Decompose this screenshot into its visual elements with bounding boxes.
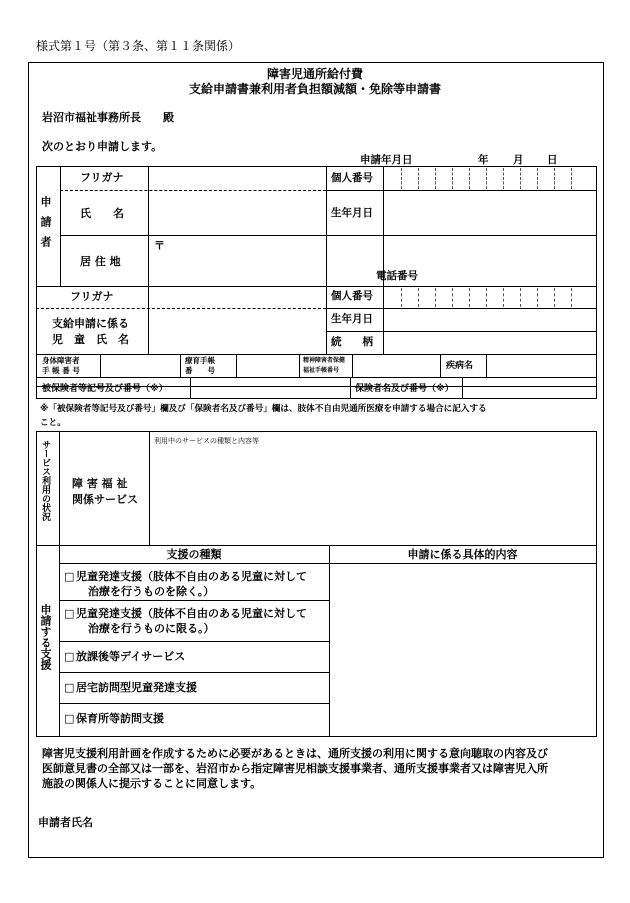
signature-label: 申請者氏名 — [38, 816, 93, 829]
applicant-address-label: 居 住 地 — [80, 255, 121, 268]
consent-text-line3: 施設の関係人に提示することに同意します。 — [42, 777, 262, 790]
support-item-checkbox[interactable]: □ — [64, 607, 75, 620]
application-date-day[interactable]: 日 — [547, 154, 558, 166]
insurance-note-line2: こと。 — [40, 418, 66, 428]
form-title-line1: 障害児通所給付費 — [266, 67, 363, 81]
support-item-checkbox[interactable]: □ — [64, 650, 75, 663]
postal-mark: 〒 — [154, 239, 165, 252]
rehab-cert-label-line2: 番 号 — [185, 366, 215, 375]
support-item-label: 居宅訪問型児童発達支援 — [76, 681, 197, 694]
support-item-label-line1: 児童発達支援（肢体不自由のある児童に対して — [76, 570, 307, 583]
child-birthdate-label: 生年月日 — [331, 313, 373, 325]
applicant-section-label: 申請者 — [39, 196, 52, 256]
service-usage-section-label: サービス利用の状況 — [40, 440, 50, 521]
support-item-checkbox[interactable]: □ — [64, 570, 75, 583]
application-date-year: 年 — [478, 154, 489, 166]
rehab-cert-label-line1: 療育手帳 — [185, 356, 215, 365]
consent-text-line2: 医師意見書の全部又は一部を、岩沼市から指定障害児相談支援事業者、通所支援事業者又は障害児入所 — [42, 762, 548, 775]
child-furigana-label: フリガナ — [70, 290, 114, 303]
addressee: 岩沼市福祉事務所長 殿 — [42, 111, 174, 124]
applicant-personal-number-label: 個人番号 — [331, 172, 373, 184]
physical-cert-label-line2: 手 帳 番 号 — [42, 366, 80, 375]
child-name-label-line2: 児 童 氏 名 — [52, 333, 129, 346]
support-item-label-line1: 児童発達支援（肢体不自由のある児童に対して — [76, 607, 307, 620]
child-personal-number-label: 個人番号 — [331, 290, 373, 302]
support-item-label: 放課後等デイサービス — [76, 650, 186, 663]
support-section-label: 申請する支援 — [39, 604, 52, 670]
consent-text-line1: 障害児支援利用計画を作成するために必要があるときは、通所支援の利用に関する意向聴取の内容及び — [42, 747, 548, 760]
support-item-checkbox[interactable]: □ — [64, 681, 75, 694]
applicant-phone-label: 電話番号 — [376, 270, 418, 282]
intro-text: 次のとおり申請します。 — [42, 140, 163, 153]
support-detail-header: 申請に係る具体的内容 — [407, 548, 518, 561]
service-category-line2: 関係サービス — [72, 493, 138, 506]
service-category-line1: 障 害 福 祉 — [72, 477, 128, 490]
applicant-furigana-label: フリガナ — [80, 171, 124, 184]
applicant-name-label: 氏 名 — [80, 207, 124, 220]
insurance-note-line1: ※「被保険者等記号及び番号」欄及び「保険者名及び番号」欄は、肢体不自由児通所医療を申請する場合に記入する — [40, 404, 487, 414]
physical-cert-label-line1: 身体障害者 — [42, 356, 80, 365]
form-number: 様式第１号（第３条、第１１条関係） — [36, 39, 241, 53]
application-date-month[interactable]: 月 — [513, 154, 524, 166]
service-detail-label: 利用中のサービスの種類と内容等 — [154, 437, 259, 445]
form-title-line2: 支給申請書兼利用者負担額減額・免除等申請書 — [188, 82, 441, 96]
mental-cert-label-line1: 精神障害者保健 — [303, 357, 346, 364]
support-item-label-line2: 治療を行うものに限る。） — [88, 622, 215, 635]
mental-cert-label-line2: 福祉手帳番号 — [303, 367, 340, 374]
support-item-checkbox[interactable]: □ — [64, 712, 75, 725]
applicant-birthdate-label: 生年月日 — [331, 207, 373, 219]
support-item-label-line2: 治療を行うものを除く。） — [88, 585, 215, 598]
insured-number-label: 被保険者等記号及び番号（※） — [42, 384, 168, 394]
support-item-label: 保育所等訪問支援 — [76, 712, 164, 725]
application-date-label: 申請年月日 — [360, 154, 413, 166]
child-name-label-line1: 支給申請に係る — [52, 317, 129, 330]
support-type-header: 支援の種類 — [166, 548, 222, 561]
insurer-label: 保険者名及び番号（※） — [355, 384, 454, 394]
child-relationship-label: 続 柄 — [331, 336, 373, 348]
disease-label: 疾病名 — [446, 361, 474, 371]
